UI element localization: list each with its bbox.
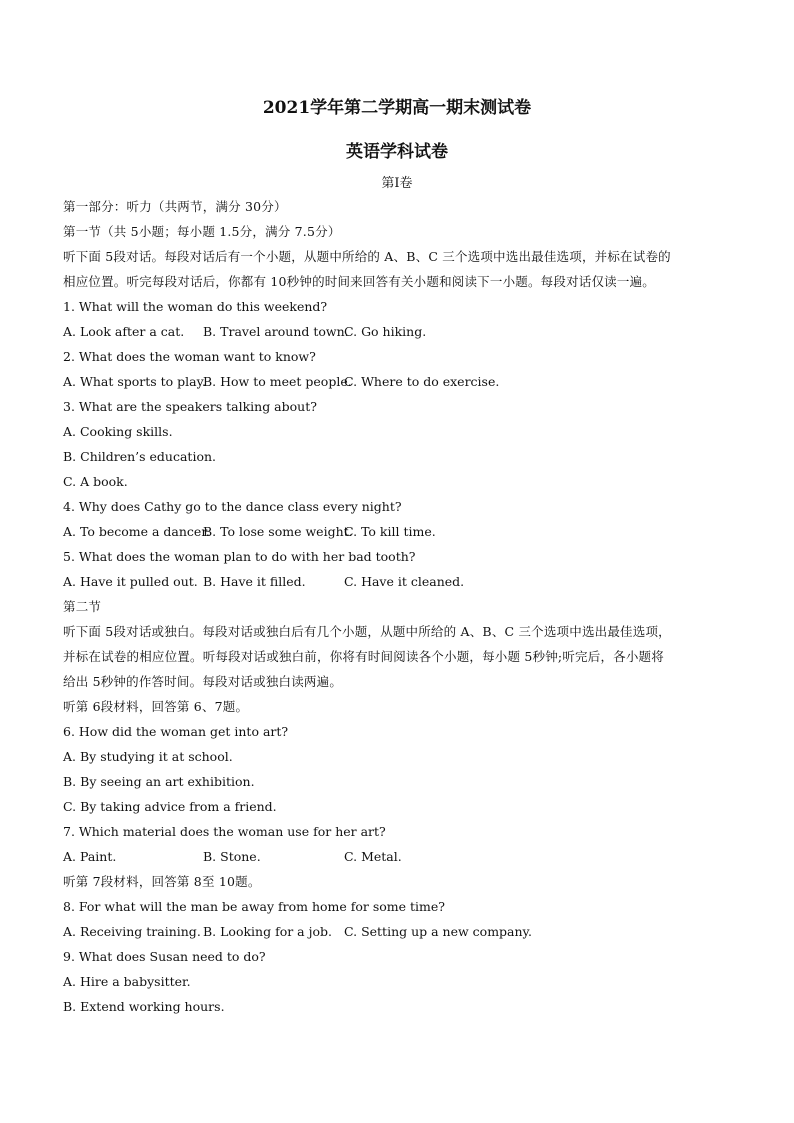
section1-instructions-2: 相应位置。听完每段对话后，你都有 10秒钟的时间来回答有关小题和阅读下一小题。每段对话仅读一遍。 (63, 274, 655, 289)
section2-instructions-3: 给出 5秒钟的作答时间。每段对话或独白读两遍。 (63, 674, 343, 689)
section1-heading: 第一节（共 5小题；每小题 1.5分，满分 7.5分） (63, 224, 341, 239)
question-7-option-b: B. Stone. (203, 849, 261, 864)
question-5-option-c: C. Have it cleaned. (344, 574, 465, 589)
question-4-option-a: A. To become a dancer. (63, 524, 210, 539)
question-3-option-b: B. Children’s education. (63, 449, 217, 464)
question-3-option-a: A. Cooking skills. (63, 424, 173, 439)
question-4-stem: 4. Why does Cathy go to the dance class every night? (63, 499, 402, 514)
material-7-heading: 听第 7段材料，回答第 8至 10题。 (63, 874, 261, 889)
question-2-option-a: A. What sports to play. (63, 374, 206, 389)
question-5-stem: 5. What does the woman plan to do with her bad tooth? (63, 549, 416, 564)
question-6-option-c: C. By taking advice from a friend. (63, 799, 277, 814)
question-2-stem: 2. What does the woman want to know? (63, 349, 316, 364)
question-8-option-a: A. Receiving training. (63, 924, 201, 939)
question-7-stem: 7. Which material does the woman use for her art? (63, 824, 386, 839)
question-1-option-b: B. Travel around town. (203, 324, 349, 339)
question-3-option-c: C. A book. (63, 474, 128, 489)
section1-instructions-1: 听下面 5段对话。每段对话后有一个小题，从题中所给的 A、B、C 三个选项中选出最佳选项，并标在试卷的 (63, 249, 671, 264)
question-4-option-b: B. To lose some weight. (203, 524, 353, 539)
question-6-option-a: A. By studying it at school. (63, 749, 233, 764)
question-6-option-b: B. By seeing an art exhibition. (63, 774, 255, 789)
question-5-option-a: A. Have it pulled out. (63, 574, 198, 589)
question-4-option-c: C. To kill time. (344, 524, 436, 539)
question-8-stem: 8. For what will the man be away from home for some time? (63, 899, 446, 914)
question-1-option-a: A. Look after a cat. (63, 324, 185, 339)
question-9-option-b: B. Extend working hours. (63, 999, 225, 1014)
question-7-option-a: A. Paint. (63, 849, 117, 864)
part1-heading: 第一部分：听力（共两节，满分 30分） (63, 199, 287, 214)
question-7-option-c: C. Metal. (344, 849, 402, 864)
material-6-heading: 听第 6段材料，回答第 6、7题。 (63, 699, 249, 714)
question-8-option-c: C. Setting up a new company. (344, 924, 532, 939)
question-8-option-b: B. Looking for a job. (203, 924, 332, 939)
volume-label: 第Ⅰ卷 (381, 176, 413, 191)
exam-title: 2021学年第二学期高一期末测试卷 (262, 98, 532, 118)
question-3-stem: 3. What are the speakers talking about? (63, 399, 317, 414)
question-5-option-b: B. Have it filled. (203, 574, 306, 589)
question-1-option-c: C. Go hiking. (344, 324, 427, 339)
section2-instructions-2: 并标在试卷的相应位置。听每段对话或独白前，你将有时间阅读各个小题，每小题 5秒钟;听完后，各小题将 (63, 649, 664, 664)
subject-title: 英语学科试卷 (346, 142, 448, 162)
question-1-stem: 1. What will the woman do this weekend? (63, 299, 328, 314)
section2-instructions-1: 听下面 5段对话或独白。每段对话或独白后有几个小题，从题中所给的 A、B、C 三个选项中选出最佳选项， (63, 624, 671, 639)
question-9-option-a: A. Hire a babysitter. (63, 974, 191, 989)
question-6-stem: 6. How did the woman get into art? (63, 724, 289, 739)
question-2-option-c: C. Where to do exercise. (344, 374, 500, 389)
section2-heading: 第二节 (63, 599, 102, 614)
question-2-option-b: B. How to meet people. (203, 374, 352, 389)
question-9-stem: 9. What does Susan need to do? (63, 949, 266, 964)
